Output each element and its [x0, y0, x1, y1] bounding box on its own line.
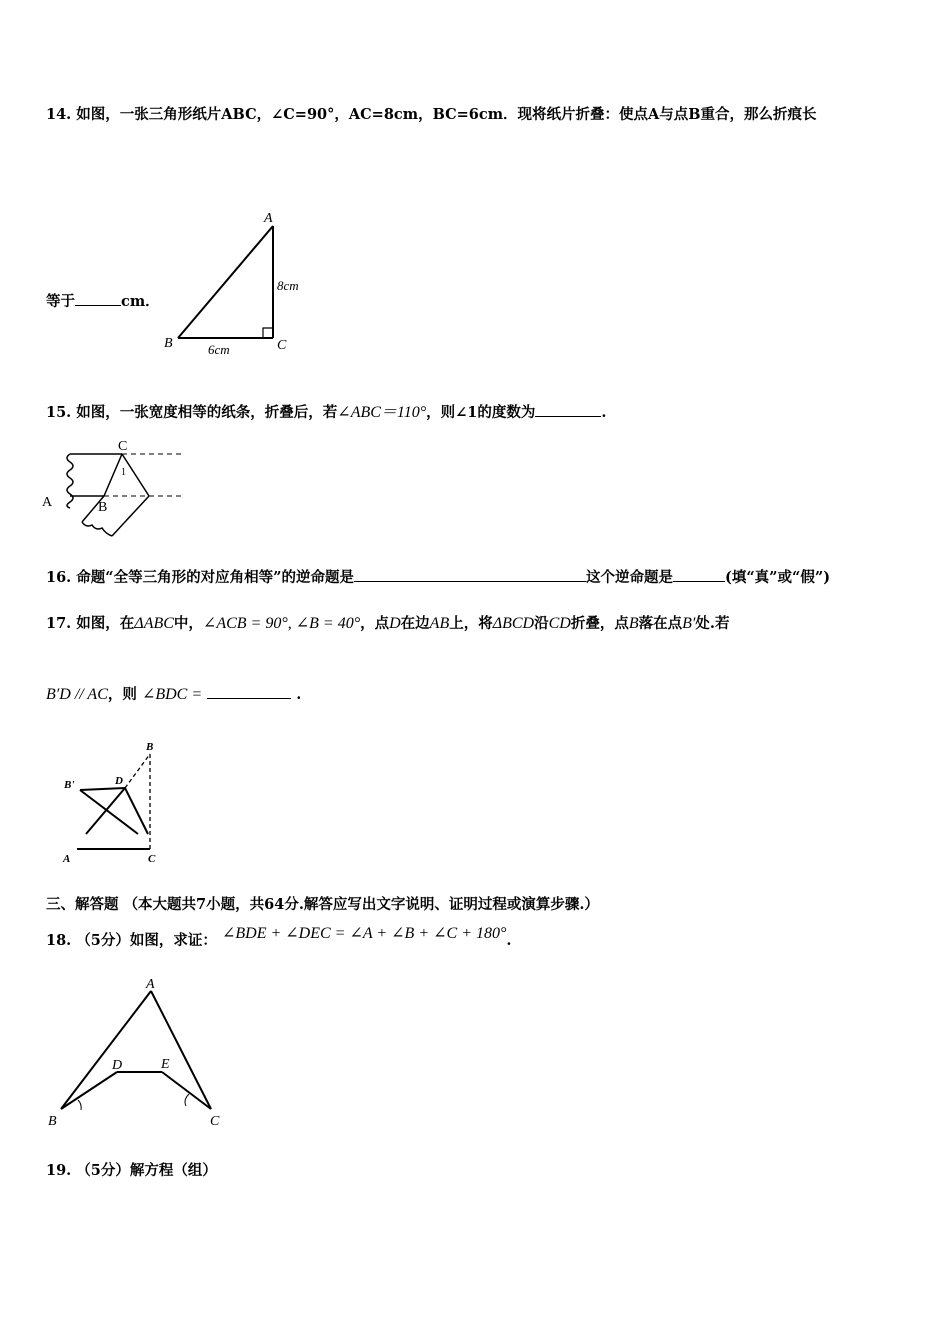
q15-number: 15.	[46, 404, 72, 421]
q18-label-c: C	[210, 1114, 220, 1129]
q15-flap-right	[112, 496, 149, 536]
q17-edge-db	[125, 754, 150, 788]
q18-edge-ab	[61, 991, 151, 1109]
q18-edge-ec	[162, 1072, 211, 1109]
q15-answer-blank[interactable]	[535, 402, 601, 417]
q18-edge-bd	[61, 1072, 117, 1109]
q17-t8: 落在点	[638, 615, 683, 632]
q14-statement: 如图，一张三角形纸片ABC，∠C=90°，AC=8cm，BC=6cm．现将纸片折叠：使点A与点B重合，那么折痕长	[76, 106, 817, 123]
q18-text	[46, 925, 512, 950]
q17-label-a: A	[63, 853, 71, 865]
section3-title: 三、解答题	[46, 896, 119, 913]
q16-number: 16.	[46, 569, 72, 586]
q17-m2: ∠ACB = 90°, ∠B = 40°	[202, 615, 361, 632]
q17-edge-ad	[86, 788, 125, 834]
q14-cont-prefix: 等于	[46, 293, 75, 310]
q17-m9: B′D // AC	[46, 686, 108, 703]
q17-t1: 如图，在	[76, 615, 135, 632]
q17-m10: ∠BDC =	[141, 686, 203, 703]
q17-t7: 折叠，点	[570, 615, 629, 632]
q14-edge-ab	[178, 226, 273, 338]
q16-answer-blank-2[interactable]	[673, 567, 725, 582]
q18-angle-mark-c	[185, 1094, 189, 1106]
q15-fold-line-right	[122, 454, 149, 496]
q15-torn-edge-bottom	[82, 522, 112, 536]
q18-label-a: A	[146, 977, 155, 992]
q14-label-bc: 6cm	[208, 342, 230, 357]
q17-m8: B′	[682, 615, 696, 632]
q14-label-b: B	[164, 336, 173, 351]
q15-fold-line-left	[104, 454, 122, 496]
q17-label-d: D	[115, 775, 123, 787]
q17-m7: B	[628, 615, 639, 632]
q17-label-b: B	[146, 741, 154, 753]
q15-label-a: A	[42, 495, 53, 510]
section3-header	[46, 893, 599, 914]
q14-text	[46, 103, 817, 124]
q15-tail: .	[601, 404, 607, 421]
q15-torn-edge-left	[67, 454, 73, 508]
q15-label-b: B	[98, 500, 108, 515]
q18-prefix: （5分）如图，求证：	[76, 932, 217, 949]
q15-text-after: ，则∠1的度数为	[426, 404, 536, 421]
q19-text	[46, 1159, 217, 1180]
q17-t10: ，则	[107, 686, 137, 703]
q14-number: 14.	[46, 106, 72, 123]
q14-figure	[160, 205, 320, 365]
q16-text1: 命题“全等三角形的对应角相等”的逆命题是	[76, 569, 354, 586]
q18-label-e: E	[161, 1057, 170, 1072]
section3-desc: （本大题共7小题，共64分.解答应写出文字说明、证明过程或演算步骤.）	[123, 896, 599, 913]
q17-figure	[60, 738, 170, 866]
q18-edge-ac	[151, 991, 211, 1109]
q14-cont-suffix: cm．	[121, 293, 160, 310]
q18-angle-mark-b	[78, 1100, 81, 1110]
q18-number: 18.	[46, 932, 72, 949]
q15-label-1: 1	[121, 467, 126, 478]
q14-continuation	[46, 290, 160, 311]
q17-m4: AB	[429, 615, 450, 632]
q14-answer-blank[interactable]	[75, 291, 121, 306]
q17-t4: 在边	[400, 615, 430, 632]
q17-t3: ，点	[360, 615, 390, 632]
q17-label-c: C	[148, 853, 156, 865]
q17-answer-blank[interactable]	[207, 684, 291, 699]
q15-figure	[42, 436, 192, 546]
q16-answer-blank-1[interactable]	[354, 567, 586, 582]
q17-continuation	[46, 683, 301, 704]
q17-t5: 上，将	[449, 615, 493, 632]
q18-label-b: B	[48, 1114, 57, 1129]
q17-t2: 中，	[173, 615, 203, 632]
q14-label-a: A	[264, 211, 273, 226]
q18-figure	[44, 976, 234, 1131]
q19-statement: （5分）解方程（组）	[76, 1162, 217, 1179]
q16-text2: 这个逆命题是	[585, 569, 673, 586]
q14-label-c: C	[277, 338, 287, 353]
q16-text3: (填“真”或“假”)	[724, 569, 831, 586]
q16-text	[46, 566, 830, 587]
q17-m3: D	[389, 615, 401, 632]
q17-label-b1: B'	[64, 779, 75, 791]
q15-text-before: 如图，一张宽度相等的纸条，折叠后，若	[76, 404, 338, 421]
q19-number: 19.	[46, 1162, 72, 1179]
q14-right-angle-mark	[263, 328, 273, 338]
q17-t6: 沿	[534, 615, 549, 632]
q14-label-ac: 8cm	[277, 278, 299, 293]
q15-angle: ∠ABC＝110°	[337, 404, 427, 421]
q17-m6: CD	[548, 615, 571, 632]
q17-t9: 处.若	[695, 615, 730, 632]
q18-label-d: D	[112, 1058, 123, 1073]
q17-text	[46, 612, 729, 633]
q17-m1: ΔABC	[134, 615, 174, 632]
q17-m5: ΔBCD	[492, 615, 535, 632]
q17-number: 17.	[46, 615, 72, 632]
q15-text	[46, 399, 606, 422]
q18-formula: ∠BDE + ∠DEC = ∠A + ∠B + ∠C + 180°	[221, 925, 507, 942]
q18-tail: .	[506, 932, 512, 949]
q17-edge-b1d	[80, 788, 125, 790]
q15-label-c: C	[118, 439, 128, 454]
q17-tail: .	[296, 686, 302, 703]
